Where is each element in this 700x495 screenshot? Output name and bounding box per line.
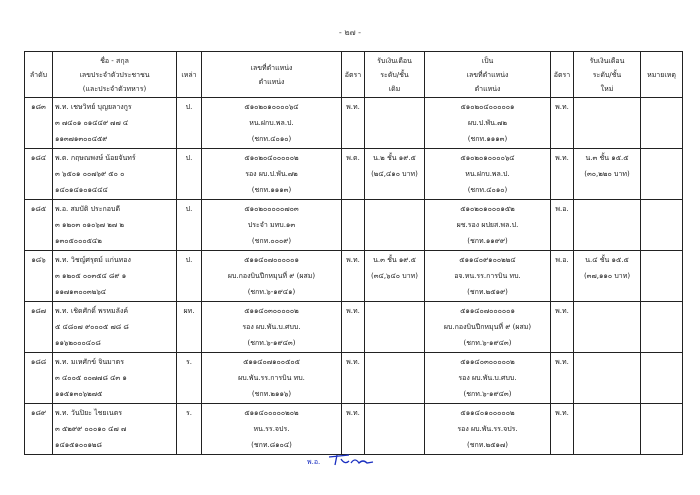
cell-new-position: ๕๑๑๔๐๗๐๐๐๐๐๑ ผบ.กองบินปีกหมุนที่ ๙ (ผสม) (ชกท.๖-๑๙๔๓) (425, 302, 551, 353)
cell-new-position: ๕๑๐๒๐๑๐๐๐๐๖๔ หน.ฝกบ.พล.ป. (ชกท.๔๐๑๐) (425, 149, 551, 200)
cell-position: ๕๑๐๒๐๐๐๐๐๗๐๓ ประจำ มทบ.๑๓ (ชกท.๐๐๐๙) (202, 200, 342, 251)
cell-remark (641, 404, 683, 455)
cell-order: ๑๘๔ (25, 149, 53, 200)
cell-name: พ.ต. กฤษณพงษ์ น้อยจันทร์ ๓ ๖๕๐๑ ๐๐๗๖๙ ๕๐ ๐ ๑๔๐๑๔๑๐๑๔๔๔ (53, 149, 177, 200)
cell-position: ๕๑๑๔๐๓๐๐๐๐๐๒ รอง ผบ.พัน.บ.ศบบ. (ชกท.๖-๑๙๔๓) (202, 302, 342, 353)
table-row (25, 353, 683, 404)
table-row (25, 200, 683, 251)
header-new-position: เป็น เลขที่ตำแหน่ง ตำแหน่ง (425, 52, 551, 98)
cell-rate-new: พ.ท. (551, 98, 574, 149)
cell-position: ๕๑๑๔๐๗๐๐๐๐๐๑ ผบ.กองบินปีกหมุนที่ ๙ (ผสม) (ชกท.๖-๑๙๔๑) (202, 251, 342, 302)
cell-position: ๕๑๐๒๐๔๐๐๐๐๐๒ รอง ผบ.ป.พัน.๗๒ (ชกท.๑๑๑๓) (202, 149, 342, 200)
cell-salary-new (574, 98, 641, 149)
cell-name: พ.ท. วันปิยะ ไชยเนตร ๓ ๕๒๙๙ ๐๐๐๑๐ ๔๗ ๗ ๑๔๑๕๑๐๐๑๒๘ (53, 404, 177, 455)
cell-rate-new: พ.ท. (551, 302, 574, 353)
cell-rate-new: พ.อ. (551, 251, 574, 302)
cell-salary-old (365, 98, 425, 149)
cell-rate (342, 200, 365, 251)
table-header-row (25, 52, 683, 98)
cell-new-position: ๕๑๑๔๐๑๐๐๐๐๐๒ รอง ผบ.พัน.รร.จปร. (ชกท.๒๕๑๗) (425, 404, 551, 455)
cell-remark (641, 200, 683, 251)
cell-order: ๑๘๕ (25, 200, 53, 251)
cell-remark (641, 353, 683, 404)
personnel-table (24, 51, 683, 455)
cell-salary-new (574, 353, 641, 404)
cell-corps: ป. (177, 251, 202, 302)
cell-order: ๑๘๓ (25, 98, 53, 149)
cell-salary-old (365, 353, 425, 404)
cell-order: ๑๘๘ (25, 353, 53, 404)
cell-salary-new: น.๔ ชั้น ๑๕.๕ (๓๗,๑๑๐ บาท) (574, 251, 641, 302)
cell-rate: พ.ต. (342, 149, 365, 200)
cell-rate-new: พ.อ. (551, 200, 574, 251)
cell-rate: พ.ท. (342, 404, 365, 455)
table-row (25, 251, 683, 302)
cell-salary-old: น.๓ ชั้น ๑๙.๕ (๓๔,๖๔๐ บาท) (365, 251, 425, 302)
cell-new-position: ๕๑๑๔๐๓๐๐๐๐๐๒ รอง ผบ.พัน.บ.ศบบ. (ชกท.๖-๑๙๔๓) (425, 353, 551, 404)
cell-rate: พ.ท. (342, 251, 365, 302)
cell-rate-new: พ.ท. (551, 353, 574, 404)
table-row (25, 404, 683, 455)
cell-rate-new: พ.ท. (551, 149, 574, 200)
table-row (25, 149, 683, 200)
cell-salary-new (574, 200, 641, 251)
header-rate: อัตรา (342, 52, 365, 98)
cell-salary-new (574, 404, 641, 455)
cell-name: พ.ท. มเหศักข์ จินมาตร ๓ ๔๐๐๕ ๐๐๗๗๘ ๔๓ ๑ ๑๑๕๑๓๐๖๒๗๕ (53, 353, 177, 404)
cell-remark (641, 302, 683, 353)
header-name: ชื่อ - สกุล เลขประจำตัวประชาชน (และประจำตัวทหาร) (53, 52, 177, 98)
table-row (25, 302, 683, 353)
cell-order: ๑๘๖ (25, 251, 53, 302)
cell-salary-old (365, 404, 425, 455)
header-corps: เหล่า (177, 52, 202, 98)
cell-order: ๑๘๙ (25, 404, 53, 455)
cell-corps: ป. (177, 149, 202, 200)
cell-corps: ร. (177, 353, 202, 404)
cell-position: ๕๑๑๔๐๗๑๐๐๕๐๕ ผบ.พัน.รร.การบิน ทบ. (ชกท.๒๑๑๖) (202, 353, 342, 404)
cell-new-position: ๕๑๐๒๐๔๐๐๐๐๐๑ ผบ.ป.พัน.๗๒ (ชกท.๑๑๑๓) (425, 98, 551, 149)
cell-rate: พ.ท. (342, 353, 365, 404)
cell-corps: ผท. (177, 302, 202, 353)
cell-remark (641, 251, 683, 302)
page-number: - ๒๗ - (338, 28, 362, 37)
cell-salary-old (365, 302, 425, 353)
cell-name: พ.ท. เชิดศักดิ์ พรหมลังค์ ๕ ๔๘๐๗ ๙๐๐๐๕ ๗๘ ๘ ๑๑๖๒๐๐๐๔๐๘ (53, 302, 177, 353)
cell-salary-old: น.๒ ชั้น ๑๙.๕ (๒๔,๔๑๐ บาท) (365, 149, 425, 200)
cell-salary-old (365, 200, 425, 251)
cell-name: พ.อ. สมบัติ ประกอบดี ๓ ๑๒๐๓ ๐๑๐๖๗ ๒๗ ๒ ๑๓๐๕๐๐๐๕๔๒ (53, 200, 177, 251)
header-salary-new: รับเงินเดือน ระดับ/ชั้น ใหม่ (574, 52, 641, 98)
header-order: ลำดับ (25, 52, 53, 98)
cell-name: พ.ท. เชษวิทย์ บุญยลางกูร ๓ ๗๔๐๑ ๐๑๔๔๙ ๗๗ ๔ ๑๑๓๗๑๓๐๐๔๕๙ (53, 98, 177, 149)
cell-name: พ.ท. วิชญ์ศรุตม์ แก่นทอง ๓ ๑๒๐๕ ๐๐๓๕๔ ๘๙ ๑ ๑๑๗๑๓๐๐๓๒๖๔ (53, 251, 177, 302)
cell-corps: ป. (177, 200, 202, 251)
cell-position: ๕๑๑๔๐๐๐๐๐๒๐๒ หน.รร.จปร. (ชกท.๘๑๐๔) (202, 404, 342, 455)
cell-position: ๕๑๐๒๐๑๐๐๐๐๖๔ หน.ฝกบ.พล.ป. (ชกท.๔๐๑๐) (202, 98, 342, 149)
signature (305, 449, 395, 469)
cell-salary-new (574, 302, 641, 353)
cell-corps: ร. (177, 404, 202, 455)
cell-remark (641, 98, 683, 149)
cell-rate: พ.ท. (342, 98, 365, 149)
cell-new-position: ๕๑๐๒๐๑๐๐๐๑๕๒ ผช.รอง ผปยส.พล.ป. (ชกท.๑๑๙๙) (425, 200, 551, 251)
header-rate-new: อัตรา (551, 52, 574, 98)
svg-text:พ.อ.: พ.อ. (307, 458, 321, 466)
table-row (25, 98, 683, 149)
header-salary-old: รับเงินเดือน ระดับ/ชั้น เดิม (365, 52, 425, 98)
cell-rate-new: พ.ท. (551, 404, 574, 455)
cell-salary-new: น.๓ ชั้น ๑๕.๕ (๓๐,๒๒๐ บาท) (574, 149, 641, 200)
cell-new-position: ๕๑๑๔๐๙๑๐๐๒๒๔ อจ.หน.รร.การบิน ทบ. (ชกท.๒๕๑๙) (425, 251, 551, 302)
cell-corps: ป. (177, 98, 202, 149)
cell-remark (641, 149, 683, 200)
cell-rate: พ.ท. (342, 302, 365, 353)
header-position: เลขที่ตำแหน่ง ตำแหน่ง (202, 52, 342, 98)
header-remark: หมายเหตุ (641, 52, 683, 98)
cell-order: ๑๘๗ (25, 302, 53, 353)
